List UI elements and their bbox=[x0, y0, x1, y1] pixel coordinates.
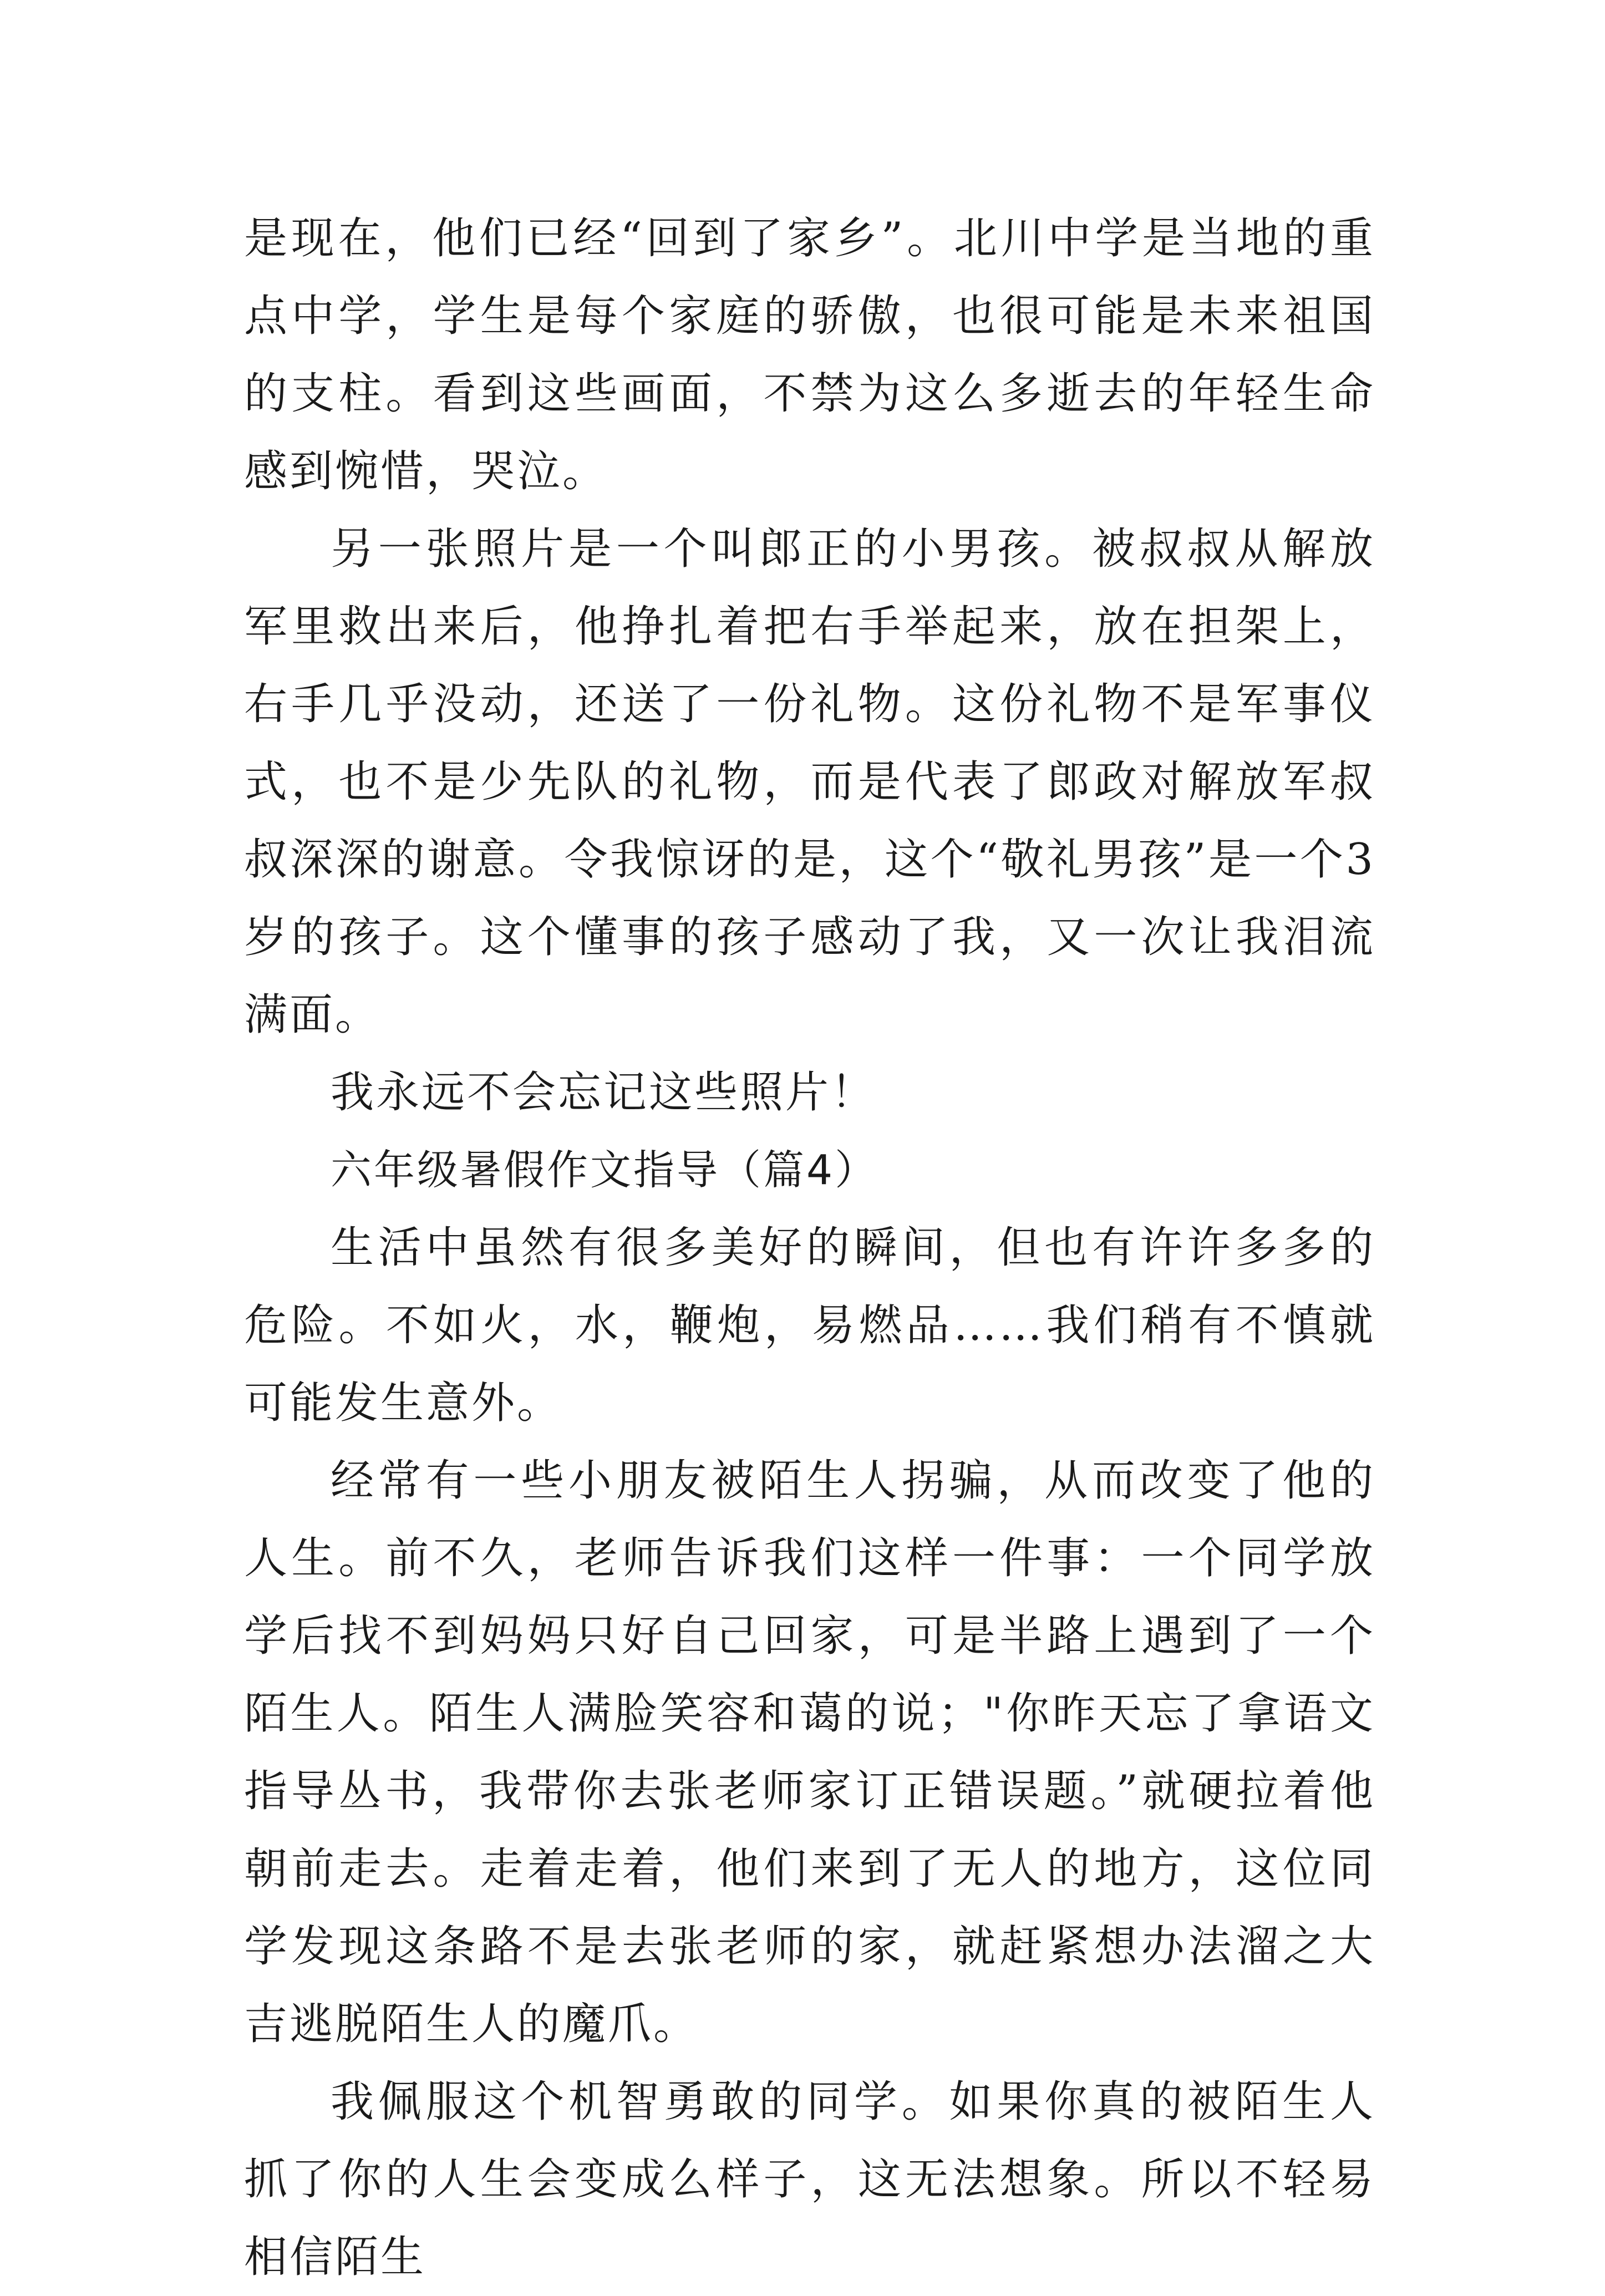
paragraph-never-forget: 我永远不会忘记这些照片！ bbox=[331, 1068, 877, 1117]
paragraph-photo-boy: 另一张照片是一个叫郎正的小男孩。被叔叔从解放军里救出来后，他挣扎着把右手举起来，放在担架上，右手几乎没动，还送了一份礼物。这份礼物不是军事仪式，也不是少先队的礼物，而是代表了郎政对解放军叔叔深深的谢意。令我惊讶的是，这个“敬礼男孩”是一个3岁的孩子。这个懂事的孩子感动了我，又一次让我泪流满面。 bbox=[244, 524, 1375, 1040]
document-body bbox=[244, 200, 1375, 2296]
paragraph-dangers: 生活中虽然有很多美好的瞬间，但也有许许多多的危险。不如火，水，鞭炮，易燃品……我们稍有不慎就可能发生意外。 bbox=[244, 1223, 1375, 1428]
section-heading: 六年级暑假作文指导（篇4） bbox=[331, 1146, 878, 1194]
paragraph-stranger-story: 经常有一些小朋友被陌生人拐骗，从而改变了他的人生。前不久，老师告诉我们这样一件事：一个同学放学后找不到妈妈只好自己回家，可是半路上遇到了一个陌生人。陌生人满脸笑容和蔼的说；"你昨天忘了拿语文指导丛书，我带你去张老师家订正错误题。”就硬拉着他朝前走去。走着走着，他们来到了无人的地方，这位同学发现这条路不是去张老师的家，就赶紧想办法溜之大吉逃脱陌生人的魔爪。 bbox=[244, 1456, 1375, 2049]
paragraph-continuation: 是现在，他们已经“回到了家乡”。北川中学是当地的重点中学，学生是每个家庭的骄傲，也很可能是未来祖国的支柱。看到这些画面，不禁为这么多逝去的年轻生命感到惋惜，哭泣。 bbox=[244, 214, 1375, 496]
paragraph-admire: 我佩服这个机智勇敢的同学。如果你真的被陌生人抓了你的人生会变成么样子，这无法想象。所以不轻易相信陌生 bbox=[244, 2077, 1375, 2282]
